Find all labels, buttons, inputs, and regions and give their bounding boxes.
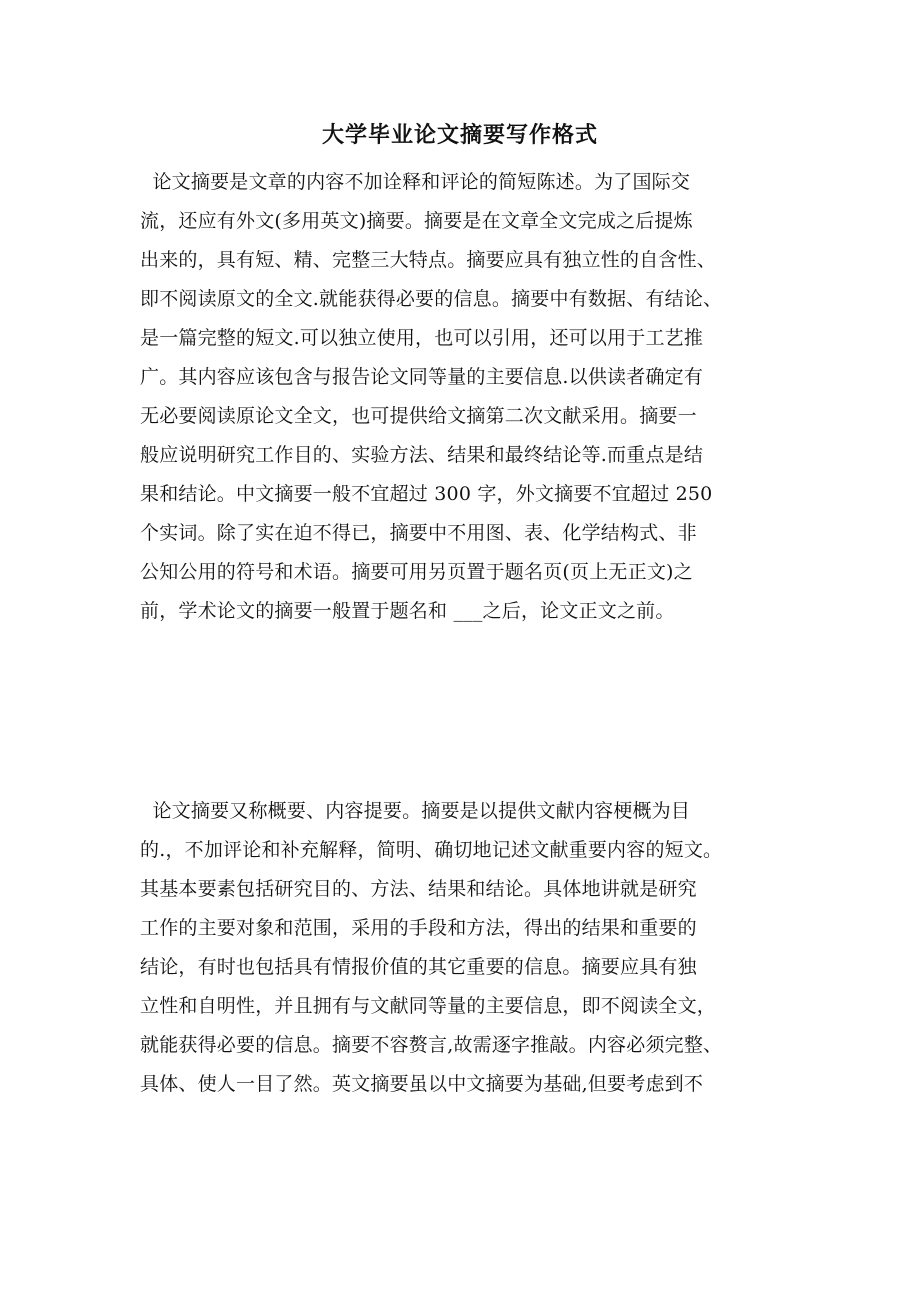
text-line: 公知公用的符号和术语。摘要可用另页置于题名页(页上无正文)之 (140, 561, 693, 583)
text-line: 结论，有时也包括具有情报价值的其它重要的信息。摘要应具有独 (140, 956, 697, 978)
text-line: 出来的，具有短、精、完整三大特点。摘要应具有独立性的自含性、 (140, 249, 717, 271)
text-line: 就能获得必要的信息。摘要不容赘言,故需逐字推敲。内容必须完整、 (140, 1034, 723, 1056)
document-title: 大学毕业论文摘要写作格式 (321, 122, 598, 148)
text-line: 无必要阅读原论文全文，也可提供给文摘第二次文献采用。摘要一 (140, 405, 697, 427)
text-line: 立性和自明性，并且拥有与文献同等量的主要信息，即不阅读全文， (140, 995, 717, 1017)
text-line: 具体、使人一目了然。英文摘要虽以中文摘要为基础,但要考虑到不 (140, 1073, 704, 1095)
text-line: 个实词。除了实在迫不得已，摘要中不用图、表、化学结构式、非 (140, 522, 697, 544)
text-line: 工作的主要对象和范围，采用的手段和方法，得出的结果和重要的 (140, 917, 697, 939)
text-line: 的.，不加评论和补充解释，简明、确切地记述文献重要内容的短文。 (140, 839, 723, 861)
paragraph-1 (140, 163, 800, 631)
text-line: 论文摘要是文章的内容不加诠释和评论的简短陈述。为了国际交 (140, 171, 691, 193)
text-line: 广。其内容应该包含与报告论文同等量的主要信息.以供读者确定有 (140, 366, 704, 388)
text-line: 前，学术论文的摘要一般置于题名和 ___之后，论文正文之前。 (140, 600, 675, 622)
text-line: 是一篇完整的短文.可以独立使用，也可以引用，还可以用于工艺推 (140, 327, 704, 349)
text-line: 果和结论。中文摘要一般不宜超过 300 字，外文摘要不宜超过 250 (140, 483, 713, 505)
paragraph-2 (140, 792, 800, 1104)
text-line: 般应说明研究工作目的、实验方法、结果和最终结论等.而重点是结 (140, 444, 704, 466)
text-line: 流，还应有外文(多用英文)摘要。摘要是在文章全文完成之后提炼 (140, 210, 693, 232)
text-line: 其基本要素包括研究目的、方法、结果和结论。具体地讲就是研究 (140, 878, 697, 900)
text-line: 论文摘要又称概要、内容提要。摘要是以提供文献内容梗概为目 (140, 800, 691, 822)
text-line: 即不阅读原文的全文.就能获得必要的信息。摘要中有数据、有结论、 (140, 288, 723, 310)
